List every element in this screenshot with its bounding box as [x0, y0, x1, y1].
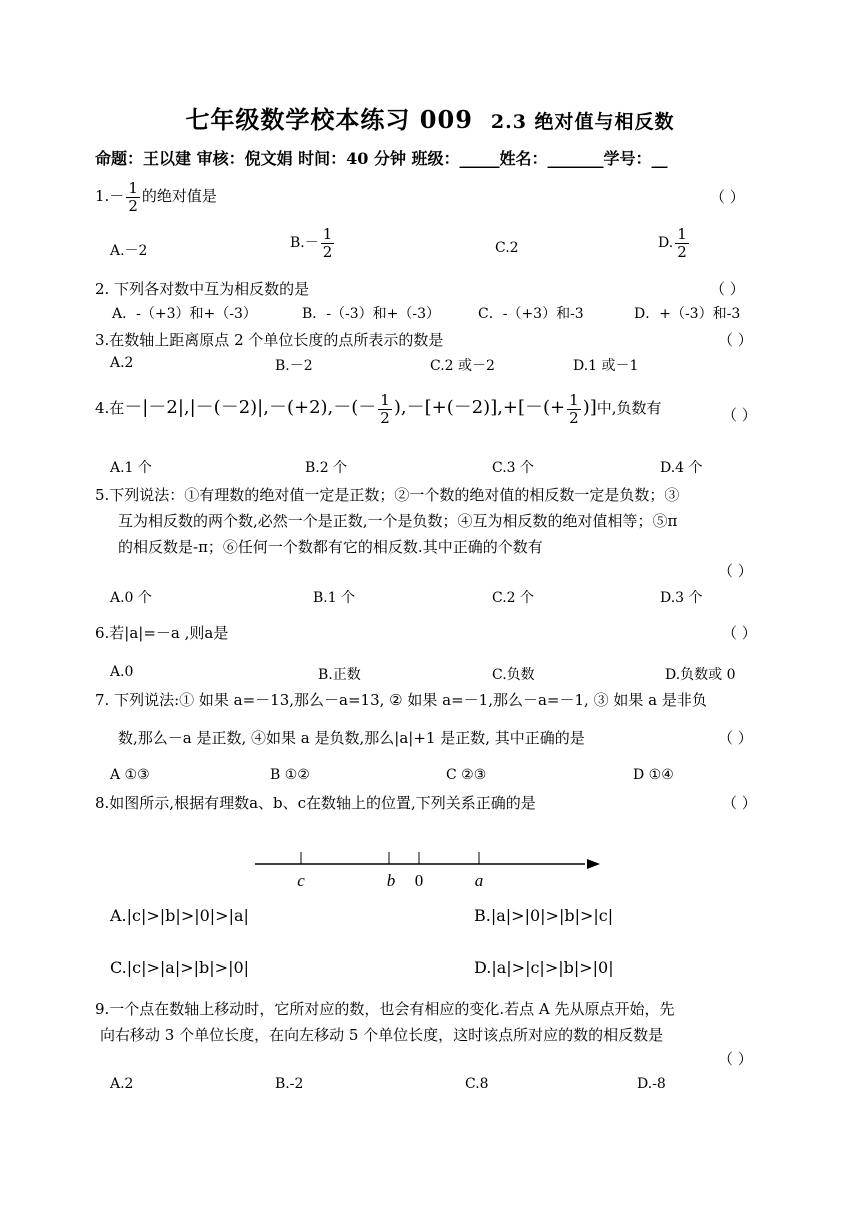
q8-option-b: B.|a|>|0|>|b|>|c| — [474, 906, 614, 925]
q2-option-b: B．-（-3）和+（-3） — [302, 306, 441, 322]
title-subtitle: 2.3 绝对值与相反数 — [490, 111, 675, 133]
q9-option-d: D.-8 — [637, 1076, 666, 1092]
q9-option-c: C.8 — [465, 1076, 489, 1092]
question-5-line-2: 互为相反数的两个数,必然一个是正数,一个是负数；④互为相反数的绝对值相等；⑤π — [118, 512, 678, 530]
q6-option-d: D.负数或 0 — [665, 667, 736, 683]
question-3: 3.在数轴上距离原点 2 个单位长度的点所表示的数是 — [95, 331, 444, 349]
q2-option-d: D．+（-3）和-3 — [634, 306, 741, 322]
exam-meta: 命题：王以建 审核：倪文娟 时间：40 分钟 班级：_____姓名：_______学号：__ — [95, 149, 668, 168]
question-7-line-1: 7. 下列说法:① 如果 a=－13,那么－a=13, ② 如果 a=－1,那么－a=－1, ③ 如果 a 是非负 — [95, 691, 707, 709]
q7-option-c: C ②③ — [446, 767, 487, 783]
question-4: 4.在－|－2|,|－(－2)|,－(+2),－(－ $\frac{1}{2}$ ),－[+(－2)],+[－(+ $\frac{1}{2}$ )]中,负数有 — [95, 391, 662, 427]
answer-paren: （ ） — [718, 729, 753, 747]
question-5-line-3: 的相反数是-π；⑥任何一个数都有它的相反数.其中正确的个数有 — [118, 538, 543, 556]
answer-paren: （ ） — [710, 280, 745, 298]
q1-option-d: D. $\frac{1}{2}$ — [658, 225, 687, 261]
answer-paren: （ ） — [718, 331, 753, 349]
label-a: a — [474, 871, 484, 890]
q8-option-a: A.|c|>|b|>|0|>|a| — [110, 906, 249, 925]
question-8: 8.如图所示,根据有理数a、b、c在数轴上的位置,下列关系正确的是 — [95, 794, 536, 812]
question-2: 2. 下列各对数中互为相反数的是 — [95, 280, 310, 298]
q1-option-b: B.－ $\frac{1}{2}$ — [290, 225, 333, 261]
question-9-line-2: 向右移动 3 个单位长度，在向左移动 5 个单位长度，这时该点所对应的数的相反数是 — [100, 1026, 664, 1044]
q5-option-b: B.1 个 — [313, 590, 356, 606]
q3-option-a: A.2 — [110, 355, 134, 371]
q8-option-d: D.|a|>|c|>|b|>|0| — [474, 958, 614, 977]
q2-option-c: C．-（+3）和-3 — [478, 306, 584, 322]
q5-option-d: D.3 个 — [660, 590, 703, 606]
q7-option-b: B ①② — [270, 767, 310, 783]
question-6: 6.若|a|=－a ,则a是 — [95, 624, 229, 642]
question-7-line-2: 数,那么－a 是正数, ④如果 a 是负数,那么|a|+1 是正数, 其中正确的是 — [118, 729, 585, 747]
q4-option-d: D.4 个 — [660, 460, 703, 476]
label-c: c — [297, 871, 305, 890]
q9-option-b: B.-2 — [275, 1076, 304, 1092]
q3-option-d: D.1 或－1 — [573, 358, 639, 374]
label-b: b — [386, 871, 396, 890]
answer-paren: （ ） — [718, 1050, 753, 1068]
number-line-figure — [255, 850, 600, 890]
answer-paren: （ ） — [722, 624, 757, 642]
q1-option-a: A.－2 — [110, 243, 148, 259]
q9-option-a: A.2 — [110, 1076, 134, 1092]
answer-paren: （ ） — [722, 794, 757, 812]
q1-option-c: C.2 — [495, 240, 519, 256]
page-title — [0, 100, 860, 135]
answer-paren: （ ） — [722, 406, 757, 424]
q5-option-a: A.0 个 — [110, 590, 152, 606]
q4-option-c: C.3 个 — [492, 460, 535, 476]
label-zero: 0 — [414, 871, 424, 890]
q4-option-b: B.2 个 — [305, 460, 348, 476]
arrow-head-icon — [587, 859, 600, 869]
q8-option-c: C.|c|>|a|>|b|>|0| — [110, 958, 250, 977]
q6-option-c: C.负数 — [492, 667, 535, 683]
q2-option-a: A．-（+3）和+（-3） — [112, 306, 257, 322]
q7-option-d: D ①④ — [633, 767, 674, 783]
question-9-line-1: 9.一个点在数轴上移动时，它所对应的数，也会有相应的变化.若点 A 先从原点开始，先 — [95, 1000, 675, 1018]
q3-option-b: B.－2 — [275, 358, 313, 374]
title-main: 七年级数学校本练习 009 — [185, 105, 473, 134]
q3-option-c: C.2 或－2 — [430, 358, 495, 374]
question-5-line-1: 5.下列说法：①有理数的绝对值一定是正数；②一个数的绝对值的相反数一定是负数；③ — [95, 486, 680, 504]
q4-option-a: A.1 个 — [110, 460, 152, 476]
answer-paren: （ ） — [710, 188, 745, 206]
q6-option-a: A.0 — [110, 664, 134, 680]
q6-option-b: B.正数 — [318, 667, 361, 683]
fraction: $\frac{1}{2}$ — [128, 179, 138, 215]
question-1: 1.－ $\frac{1}{2}$ 的绝对值是 — [95, 179, 217, 215]
q5-option-c: C.2 个 — [492, 590, 535, 606]
answer-paren: （ ） — [718, 562, 753, 580]
q7-option-a: A ①③ — [110, 767, 150, 783]
